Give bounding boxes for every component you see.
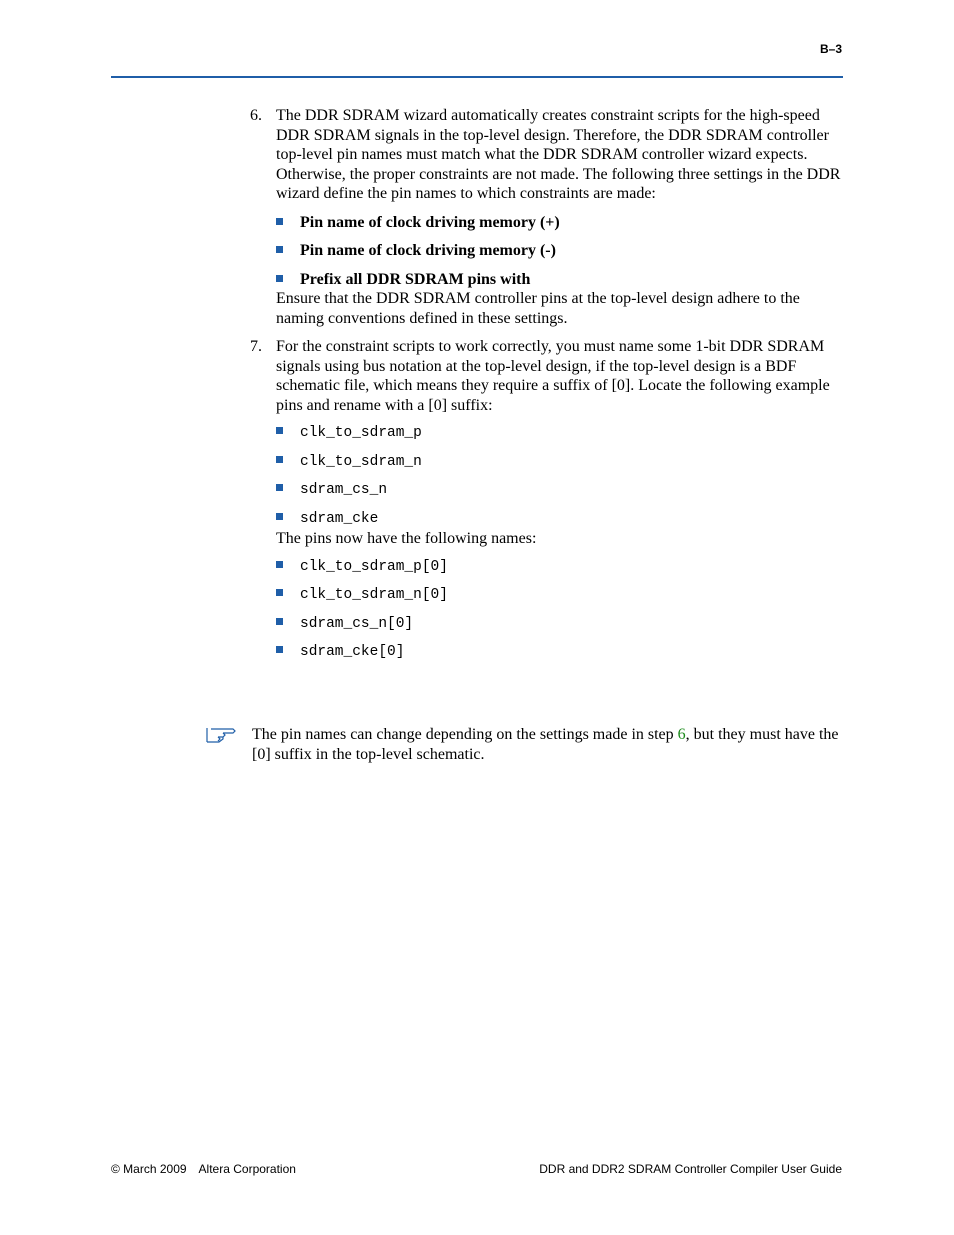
setting-name: Pin name of clock driving memory (+): [300, 213, 560, 231]
bullet-icon: [276, 618, 283, 625]
step-6-after: Ensure that the DDR SDRAM controller pins at the top-level design adhere to the naming conventions defined in these settings.: [276, 290, 800, 327]
step-body: [276, 337, 842, 663]
bullet-icon: [276, 275, 283, 282]
step-7-text: For the constraint scripts to work correctly, you must name some 1-bit DDR SDRAM signals using bus notation at the top-level design, if the top-level design is a BDF schematic file, which means they require a suffix of [0]. Locate the following example pins and rename with a [0] suffix:: [276, 338, 830, 414]
pin-name: sdram_cs_n[0]: [300, 615, 414, 632]
list-item: [276, 481, 842, 501]
bullet-icon: [276, 484, 283, 491]
pin-name: clk_to_sdram_p[0]: [300, 558, 448, 575]
footer-left: [111, 1162, 296, 1176]
note-text-before: The pin names can change depending on the settings made in step: [252, 726, 678, 743]
list-item: [276, 241, 842, 261]
pointing-hand-icon: [205, 725, 252, 764]
list-item: [276, 643, 842, 663]
bullet-icon: [276, 513, 283, 520]
bullet-icon: [276, 246, 283, 253]
list-item: [276, 270, 842, 290]
pin-name: sdram_cs_n: [300, 482, 388, 498]
footer-title: DDR and DDR2 SDRAM Controller Compiler User Guide: [539, 1162, 842, 1176]
setting-name: Pin name of clock driving memory (-): [300, 242, 556, 259]
pin-list: [276, 424, 842, 529]
bullet-icon: [276, 646, 283, 653]
bullet-icon: [276, 456, 283, 463]
step-7-middle: The pins now have the following names:: [276, 530, 537, 547]
setting-name: Prefix all DDR SDRAM pins with: [300, 270, 531, 288]
pin-name: clk_to_sdram_p: [300, 425, 422, 441]
list-item: [276, 213, 842, 233]
note-text-after: , but they must have the [0] suffix in the top-level schematic.: [252, 726, 839, 763]
list-item: [276, 615, 842, 635]
step-link[interactable]: 6: [677, 726, 686, 743]
step-6: [250, 106, 842, 328]
step-number: 6.: [250, 107, 262, 124]
step-body: [276, 106, 842, 328]
settings-list: [276, 213, 842, 290]
bullet-icon: [276, 218, 283, 225]
header-rule: [111, 76, 843, 78]
bullet-icon: [276, 589, 283, 596]
step-6-text: The DDR SDRAM wizard automatically creates constraint scripts for the high-speed DDR SDRAM signals in the top-level design. Therefore, the DDR SDRAM controller top-level pin names must match what the DDR SDRAM controller wizard expects. Otherwise, the proper constraints are not made. The following three settings in the DDR wizard define the pin names to which constraints are made:: [276, 107, 841, 202]
pin-name: clk_to_sdram_n[0]: [300, 587, 448, 603]
list-item: [276, 510, 842, 530]
page-number: B–3: [819, 42, 842, 56]
list-item: [276, 424, 842, 444]
note-text: [252, 725, 845, 764]
step-number: 7.: [250, 338, 262, 355]
pin-name: sdram_cke[0]: [300, 644, 405, 660]
renamed-pin-list: [276, 558, 842, 663]
footer-date: © March 2009: [111, 1162, 187, 1176]
pin-name: sdram_cke: [300, 510, 379, 527]
bullet-icon: [276, 561, 283, 568]
list-item: [276, 558, 842, 578]
footer-company: Altera Corporation: [198, 1162, 296, 1176]
footer: [111, 1162, 842, 1176]
note: [205, 725, 845, 764]
list-item: [276, 586, 842, 606]
main-content: [250, 106, 842, 663]
list-item: [276, 453, 842, 473]
pin-name: clk_to_sdram_n: [300, 453, 422, 470]
step-7: [250, 337, 842, 663]
bullet-icon: [276, 427, 283, 434]
